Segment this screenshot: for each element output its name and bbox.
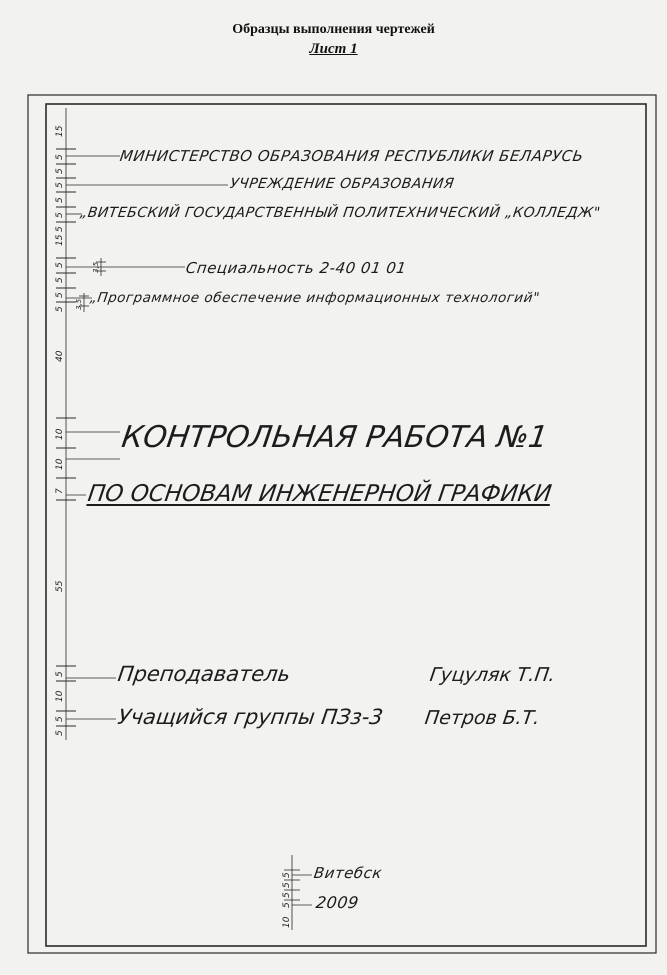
dim-label: 5 (55, 277, 65, 283)
dim-label-small: 3,5 (92, 261, 100, 273)
dim-label: 10 (55, 428, 65, 440)
sheet-inner-frame (46, 104, 646, 946)
specialty-name-line: „Программное обеспечение информационных технологий" (88, 290, 541, 306)
dim-label-bottom: 5 (282, 892, 292, 898)
city-label: Витебск (312, 864, 384, 882)
left-dimension-labels (55, 125, 292, 928)
dim-label-small: 3,5 (75, 298, 83, 310)
teacher-name: Гуцуляк Т.П. (428, 664, 557, 686)
dim-label: 5 (55, 671, 65, 677)
year-label: 2009 (314, 893, 361, 912)
ministry-line: МИНИСТЕРСТВО ОБРАЗОВАНИЯ РЕСПУБЛИКИ БЕЛАРУСЬ (118, 147, 585, 165)
dim-label-bottom: 5 (282, 872, 292, 878)
dim-label: 55 (55, 580, 65, 592)
teacher-label: Преподаватель (116, 662, 292, 686)
dim-label-bottom: 5 (282, 882, 292, 888)
dim-label: 7 (55, 488, 65, 494)
dim-label: 5 (55, 197, 65, 203)
dim-label: 5 (55, 226, 65, 232)
dim-label: 10 (55, 458, 65, 470)
student-name: Петров Б.Т. (423, 707, 542, 729)
dim-label: 5 (55, 212, 65, 218)
dim-label: 5 (55, 716, 65, 722)
dim-label: 5 (55, 730, 65, 736)
dim-label: 5 (55, 306, 65, 312)
dim-label: 5 (55, 168, 65, 174)
specialty-line: Специальность 2-40 01 01 (184, 259, 408, 277)
work-subject: ПО ОСНОВАМ ИНЖЕНЕРНОЙ ГРАФИКИ (86, 481, 554, 507)
student-label: Учащийся группы ПЗз-3 (116, 705, 385, 729)
work-title: КОНТРОЛЬНАЯ РАБОТА №1 (119, 420, 551, 455)
dim-label: 40 (55, 350, 65, 362)
dim-label: 10 (55, 690, 65, 702)
dim-label: 5 (55, 262, 65, 268)
institution-type-line: УЧРЕЖДЕНИЕ ОБРАЗОВАНИЯ (228, 176, 456, 192)
dim-label: 5 (55, 154, 65, 160)
sheet-label: Лист 1 (309, 41, 358, 57)
dim-label: 5 (55, 182, 65, 188)
page-header-title: Образцы выполнения чертежей (232, 22, 435, 37)
college-line: „ВИТЕБСКИЙ ГОСУДАРСТВЕННЫЙ ПОЛИТЕХНИЧЕСКИЙ „КОЛЛЕДЖ" (78, 205, 602, 221)
dim-label: 5 (55, 292, 65, 298)
dim-label-bottom: 10 (282, 916, 292, 928)
sheet-outer-border (28, 95, 656, 953)
dim-label-bottom: 5 (282, 902, 292, 908)
dim-label: 15 (55, 234, 65, 246)
dim-label: 15 (55, 125, 65, 137)
